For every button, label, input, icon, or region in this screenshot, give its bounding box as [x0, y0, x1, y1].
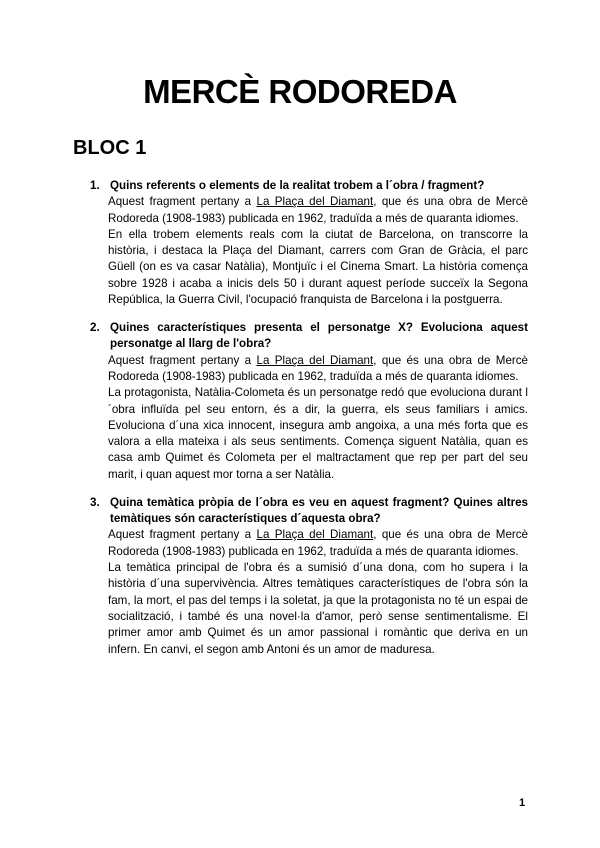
document-title: MERCÈ RODOREDA: [143, 73, 457, 110]
question-list: [88, 178, 528, 670]
answer-paragraph: En ella trobem elements reals com la ciutat de Barcelona, on transcorre la història, i destaca la Plaça del Diamant, carrers com Gran de Gràcia, el parc Güell (on es va casar Natàlia), Montjuïc i el Cinema Smart. La història comença sobre 1928 i acaba a inicis dels 50 i durant aquest període succeïx la Segona República, la Guerra Civil, l'ocupació franquista de Barcelona i la postguerra.: [108, 227, 528, 306]
question-text: Quins referents o elements de la realitat trobem a l´obra / fragment?: [110, 179, 485, 192]
answer-paragraph: La protagonista, Natàlia-Colometa és un personatge redó que evoluciona durant l´obra influïda pel seu entorn, és a dir, la guerra, els seus familiars i amics. Evoluciona d´una xica innocent, insegura amb angoixa, a una més forta que es valora a ella mateixa i als seus sentiments. Comença siguent Natàlia, quan es casa amb Quimet és Colometa per el maltractament que rep per part del seu marit, i quan aquest mor torna a ser Natàlia.: [108, 386, 528, 481]
intro-paragraph: [108, 194, 528, 227]
intro-lead: Aquest fragment pertany a: [108, 195, 257, 209]
book-title-link: La Plaça del Diamant: [256, 195, 374, 209]
intro-paragraph: [108, 527, 528, 560]
question-heading: [88, 178, 528, 194]
intro-paragraph: [108, 353, 528, 386]
intro-lead: Aquest fragment pertany a: [108, 528, 257, 542]
question-item: [88, 178, 528, 308]
question-heading: [88, 495, 528, 527]
section-heading: BLOC 1: [73, 137, 147, 159]
book-title-link: La Plaça del Diamant: [256, 353, 374, 367]
question-number: 3.: [90, 496, 100, 510]
intro-tail: , que és una obra de Mercè Rodoreda (1908-1983) publicada en 1962, traduïda a més de quaranta idiomes.: [108, 528, 528, 558]
question-number: 2.: [90, 321, 100, 335]
intro-tail: , que és una obra de Mercè Rodoreda (1908-1983) publicada en 1962, traduïda a més de quaranta idiomes.: [108, 353, 528, 383]
book-title-link: La Plaça del Diamant: [256, 528, 374, 542]
page-number: 1: [519, 797, 526, 809]
intro-tail: , que és una obra de Mercè Rodoreda (1908-1983) publicada en 1962, traduïda a més de quaranta idiomes.: [108, 195, 528, 225]
intro-lead: Aquest fragment pertany a: [108, 353, 257, 367]
question-item: [88, 320, 528, 483]
question-number: 1.: [90, 179, 100, 192]
answer-paragraph: La temàtica principal de l'obra és a sumisió d´una dona, com ho supera i la història d´una supervivència. Altres temàtiques característiques de l'obra són la fam, la mort, el pas del temps i la soletat, ja que la protagonista no té un espai de socialització, i també és una novel·la d'amor, però sense sentimentalisme. El primer amor amb Quimet és un amor passional i romàntic que deriva en un infern. En canvi, el segon amb Antoni és un amor de maduresa.: [108, 561, 528, 656]
question-item: [88, 495, 528, 658]
question-text: Quines característiques presenta el personatge X? Evoluciona aquest personatge al llarg de l'obra?: [110, 321, 528, 351]
question-heading: [88, 320, 528, 352]
question-text: Quina temàtica pròpia de l´obra es veu en aquest fragment? Quines altres temàtiques són característiques d´aquesta obra?: [110, 496, 528, 526]
